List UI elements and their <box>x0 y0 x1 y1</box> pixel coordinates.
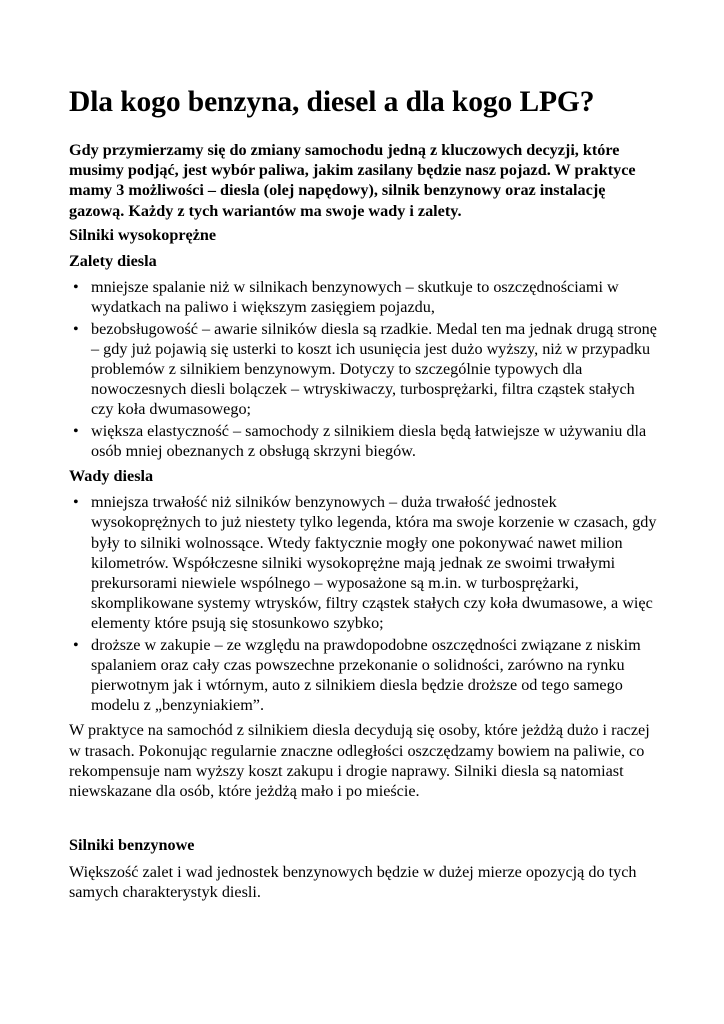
document-page <box>69 84 659 902</box>
petrol-paragraph: Większość zalet i wad jednostek benzynowych będzie w dużej mierze opozycją do tych samych charakterystyk diesli. <box>69 862 637 901</box>
list-item <box>69 319 659 420</box>
list-item <box>69 492 659 633</box>
diesel-cons-heading: Wady diesla <box>69 467 154 486</box>
list-item <box>69 635 659 716</box>
lead-paragraph: Gdy przymierzamy się do zmiany samochodu jedną z kluczowych decyzji, które musimy podjąć, jest wybór paliwa, jakim zasilany będzie nasz pojazd. W praktyce mamy 3 możliwości – diesla (olej napędowy), silnik benzynowy oraz instalację gazową. Każdy z tych wariantów ma swoje wady i zalety. <box>69 141 636 220</box>
list-item <box>69 421 659 461</box>
bullet-icon: • <box>73 421 79 440</box>
section-spacer <box>69 801 659 835</box>
bullet-icon: • <box>73 635 79 654</box>
list-item <box>69 277 659 317</box>
diesel-engines-heading: Silniki wysokoprężne <box>69 225 217 244</box>
list-item-text: droższe w zakupie – ze względu na prawdopodobne oszczędności związane z niskim spalaniem oraz cały czas powszechne przekonanie o solidności, zarówno na rynku pierwotnym jak i wtórnym, auto z silnikiem diesla będzie droższe od tego samego modelu z „benzyniakiem”. <box>91 635 641 715</box>
list-item-text: mniejsza trwałość niż silników benzynowych – duża trwałość jednostek wysokoprężnych to już niestety tylko legenda, która ma swoje korzenie w czasach, gdy były to silniki wolnossące. Wtedy faktycznie mogły one pokonywać nawet milion kilometrów. Współczesne silniki wysokoprężne mają jednak ze swoimi trwałymi prekursorami niewiele wspólnego – wyposażone są m.in. w turbosprężarki, skomplikowane systemy wtrysków, filtry cząstek stałych czy koła dwumasowe, a więc elementy które psują się stosunkowo szybko; <box>91 493 657 633</box>
list-item-text: większa elastyczność – samochody z silnikiem diesla będą łatwiejsze w używaniu dla osób mniej obeznanych z obsługą skrzyni biegów. <box>91 421 647 460</box>
diesel-summary-paragraph: W praktyce na samochód z silnikiem diesla decydują się osoby, które jeżdżą dużo i raczej w trasach. Pokonując regularnie znaczne odległości oszczędzamy bowiem na paliwie, co rekompensuje nam wyższy koszt zakupu i drogie naprawy. Silniki diesla są natomiast niewskazane dla osób, które jeżdżą mało i po mieście. <box>69 721 650 801</box>
list-item-text: bezobsługowość – awarie silników diesla są rzadkie. Medal ten ma jednak drugą stronę – gdy już pojawią się usterki to koszt ich usunięcia jest dużo wyższy, niż w przypadku problemów z silnikiem benzynowym. Dotyczy to szczególnie typowych dla nowoczesnych diesli bolączek – wtryskiwaczy, turbosprężarki, filtra cząstek stałych czy koła dwumasowego; <box>91 319 657 419</box>
bullet-icon: • <box>73 493 79 512</box>
list-item-text: mniejsze spalanie niż w silnikach benzynowych – skutkuje to oszczędnościami w wydatkach na paliwo i większym zasięgiem pojazdu, <box>91 278 619 317</box>
diesel-cons-list <box>69 492 659 715</box>
bullet-icon: • <box>73 278 79 297</box>
diesel-pros-list <box>69 277 659 461</box>
bullet-icon: • <box>73 319 79 338</box>
page-title: Dla kogo benzyna, diesel a dla kogo LPG? <box>69 86 595 118</box>
petrol-engines-heading: Silniki benzynowe <box>69 836 195 855</box>
diesel-pros-heading: Zalety diesla <box>69 252 157 271</box>
